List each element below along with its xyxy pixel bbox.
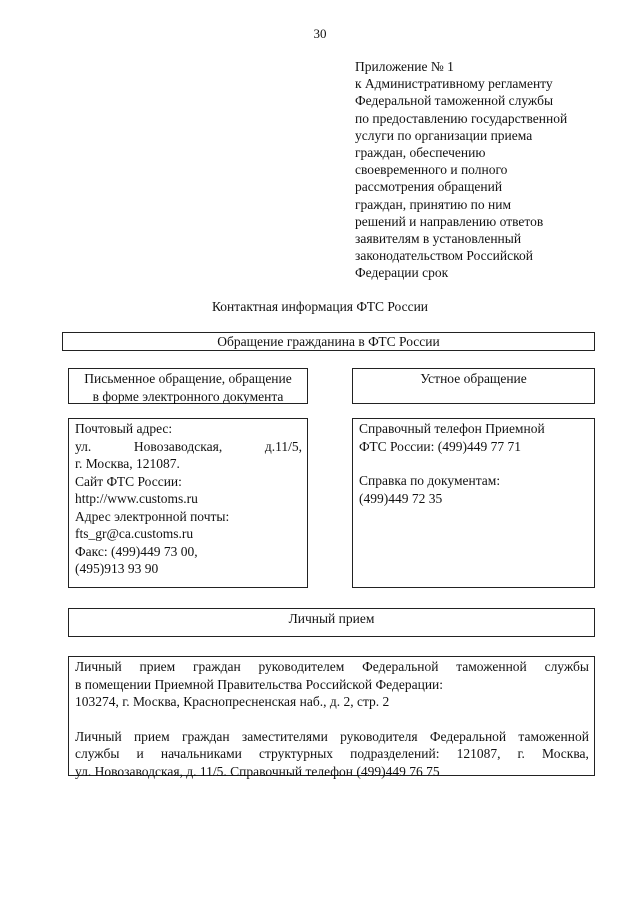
citizen-appeal-header: Обращение гражданина в ФТС России xyxy=(217,334,440,349)
word: прием xyxy=(133,728,170,744)
word: 121087, xyxy=(456,746,501,761)
phone-line: Справочный телефон Приемной xyxy=(359,421,545,436)
reception-line: ул. Новозаводская, д. 11/5. Справочный телефон (499)449 76 75 xyxy=(75,763,440,779)
word: Федеральной xyxy=(362,659,439,674)
appendix-line: решений и направлению ответов xyxy=(355,213,544,229)
personal-reception-details-box xyxy=(68,656,595,779)
written-appeal-header-box xyxy=(68,368,308,404)
word: Федеральной xyxy=(429,728,507,744)
word: таможенной xyxy=(518,728,589,744)
street-prefix: ул. xyxy=(75,438,92,454)
docs-phone: (499)449 72 35 xyxy=(359,490,443,506)
personal-reception-header-box xyxy=(68,608,595,637)
citizen-appeal-header-box xyxy=(62,332,595,351)
appendix-line: заявителям в установленный xyxy=(355,231,522,247)
word: службы xyxy=(75,746,120,761)
appendix-line: Федерации срок xyxy=(355,265,449,281)
reception-line xyxy=(75,728,589,746)
word: граждан xyxy=(193,659,241,674)
word: заместителями xyxy=(241,728,328,744)
docs-label: Справка по документам: xyxy=(359,473,501,488)
site-url: http://www.customs.ru xyxy=(75,491,198,506)
word: прием xyxy=(139,659,176,674)
street-number: д.11/5, xyxy=(264,438,302,454)
appendix-line: по предоставлению государственной xyxy=(355,110,568,126)
appendix-line: Приложение № 1 xyxy=(355,59,454,74)
fax-line: (495)913 93 90 xyxy=(75,561,159,576)
word: Личный xyxy=(75,659,122,674)
email-label: Адрес электронной почты: xyxy=(75,508,230,524)
reception-line xyxy=(75,658,589,676)
site-label: Сайт ФТС России: xyxy=(75,473,182,489)
word: подразделений: xyxy=(350,746,440,761)
appendix-line: рассмотрения обращений xyxy=(355,179,503,195)
word: Москва, xyxy=(542,746,589,761)
appendix-line: законодательством Российской xyxy=(355,248,533,264)
appendix-line: услуги по организации приема xyxy=(355,127,533,143)
reception-line: 103274, г. Москва, Краснопресненская наб., д. 2, стр. 2 xyxy=(75,694,390,709)
oral-header: Устное обращение xyxy=(420,371,527,386)
written-header-line: в форме электронного документа xyxy=(92,388,284,404)
appendix-line: Федеральной таможенной службы xyxy=(355,93,554,109)
oral-appeal-header-box xyxy=(352,368,595,404)
word: службы xyxy=(544,659,589,674)
personal-reception-header: Личный прием xyxy=(288,611,375,626)
street-line xyxy=(75,438,302,456)
fax-line: Факс: (499)449 73 00, xyxy=(75,543,198,559)
written-appeal-details-box xyxy=(68,418,308,588)
phone-line: ФТС России: (499)449 77 71 xyxy=(359,438,522,454)
word: г. xyxy=(517,746,525,761)
reception-line: в помещении Приемной Правительства Российской Федерации: xyxy=(75,676,444,692)
appendix-line: граждан, принятию по ним xyxy=(355,196,512,212)
word: Личный xyxy=(75,728,122,744)
appendix-line: граждан, обеспечению xyxy=(355,145,486,161)
word: структурных xyxy=(259,746,334,761)
page-number: 30 xyxy=(313,26,327,41)
email-address: fts_gr@ca.customs.ru xyxy=(75,526,194,541)
oral-appeal-details-box xyxy=(352,418,595,588)
postal-label: Почтовый адрес: xyxy=(75,421,173,436)
appendix-line: к Административному регламенту xyxy=(355,76,553,92)
word: начальниками xyxy=(160,746,242,761)
word: граждан xyxy=(181,728,230,744)
appendix-heading xyxy=(355,58,595,282)
word: и xyxy=(136,746,144,761)
street-name: Новозаводская, xyxy=(133,438,223,454)
written-header-line: Письменное обращение, обращение xyxy=(84,371,292,386)
appendix-line: своевременного и полного xyxy=(355,162,508,178)
reception-line xyxy=(75,745,589,763)
word: руководителем xyxy=(258,659,345,674)
word: таможенной xyxy=(456,659,527,674)
city-line: г. Москва, 121087. xyxy=(75,456,180,471)
word: руководителя xyxy=(340,728,418,744)
page-title: Контактная информация ФТС России xyxy=(211,299,429,314)
